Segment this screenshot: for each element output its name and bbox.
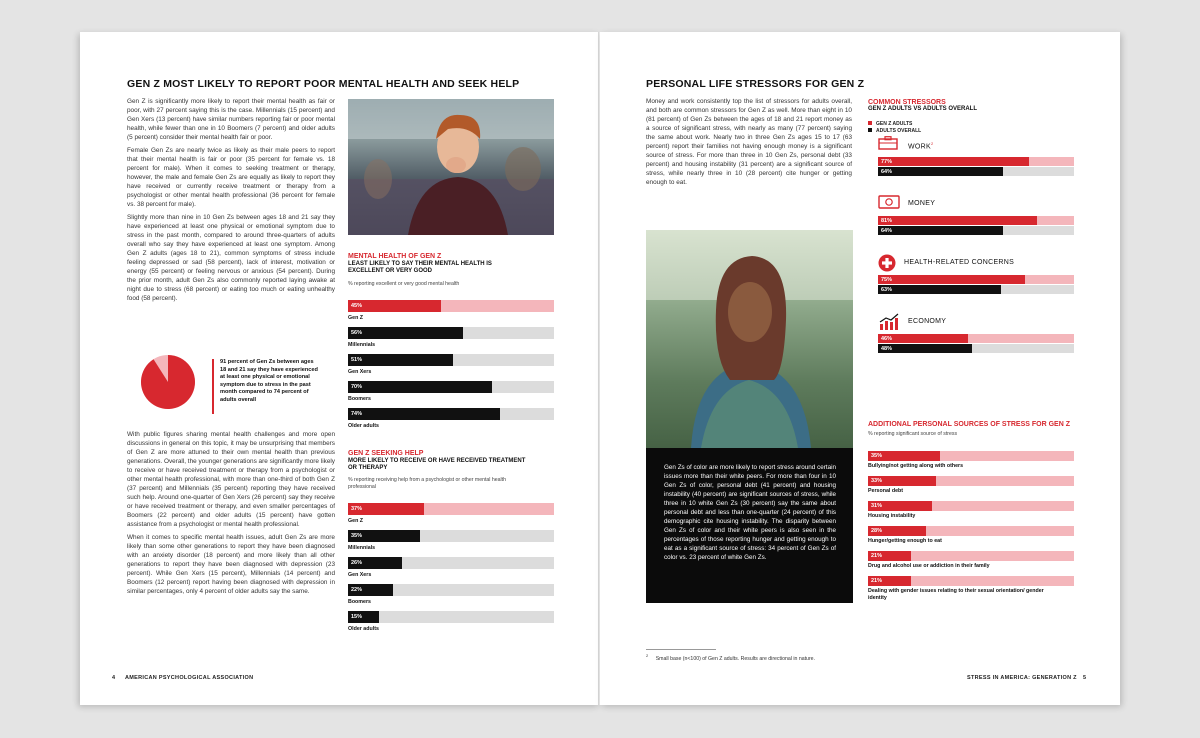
bar-category-label: Older adults	[348, 626, 379, 632]
chart3-subtitle: GEN Z ADULTS VS ADULTS OVERALL	[868, 106, 977, 112]
bar-category-label: Older adults	[348, 423, 379, 429]
footnote-text: Small base (n<100) of Gen Z adults. Results are directional in nature.	[655, 655, 815, 662]
bar-value-label: 81%	[881, 218, 893, 224]
bar-money-genz	[878, 216, 1037, 225]
paragraph: Slightly more than nine in 10 Gen Zs between ages 18 and 21 say they have experienced at least one physical or emotional symptom due to stress in the past month, compared to around three-quarters of adults overall who say they have experienced at least one symptom. Among Gen Z adults (ages 18 to 21), common symptoms of stress include feeling depressed or sad (58 percent), lack of interest, motivation or energy (55 percent) or feeling nervous or anxious (54 percent). During the prior month, adult Gen Zs also commonly reported laying awake at night due to stress (68 percent) or eating too much or eating unhealthy food (58 percent).	[127, 214, 335, 302]
bar-track	[868, 551, 1074, 561]
bar-value-label: 26%	[351, 560, 363, 566]
bar-health-related-concerns-adults	[878, 285, 1001, 294]
chart-seeking-help	[348, 450, 554, 632]
bar-value-label: 77%	[881, 159, 893, 165]
bar-track	[348, 503, 554, 515]
bar-value-label: 63%	[881, 287, 893, 293]
left-footer-page-number: 4	[112, 675, 116, 681]
bar-track	[868, 501, 1074, 511]
bar-personal-debt	[868, 476, 936, 486]
bar-category-label: Dealing with gender issues relating to their sexual orientation/ gender identity	[868, 588, 1044, 601]
paragraph: With public figures sharing mental health challenges and more open discussions in general on this topic, it may be unsurprising that members of Gen Z are more attuned to their own mental health than previous generations. Overall, the younger generations are significantly more likely to receive or have received treatment or therapy from a psychologist or other mental health professional, with more than one-third of both Gen Z (37 percent) and Millennials (35 percent) reporting they have received such help. Around one-quarter of Gen Xers (26 percent) say they receive or have received treatment or therapy, and even smaller percentages of Boomers (22 percent) and older adults (15 percent) have gotten assistance from a psychologist or mental health professional.	[127, 431, 335, 528]
bar-category-label: Millennials	[348, 342, 376, 348]
bar-dealing-with-gender-issues-relating-to-t	[868, 576, 911, 586]
bar-category-label: Boomers	[348, 599, 371, 605]
right-body: Money and work consistently top the list of stressors for adults overall, and both are common stressors for Gen Z as well. More than eight in 10 (81 percent) of Gen Zs between the ages of 18 and 21 report money as a source of significant stress, with nearly as many (77 percent) saying the same about work. Nearly two in three Gen Zs ages 15 to 17 (63 percent) report their families not having enough money is a significant source of stress. For more than three in 10 Gen Zs, personal debt (33 percent) and housing instability (31 percent) are a significant source of stress, while nearly three in 10 (28 percent) cite hunger or getting enough to eat.	[646, 98, 852, 186]
chart4-note: % reporting significant source of stress	[868, 431, 958, 437]
right-page	[600, 32, 1120, 705]
legend-swatch-red	[868, 121, 872, 125]
bar-value-label: 35%	[871, 453, 883, 459]
left-body-bottom	[127, 430, 335, 600]
stressor-label: WORK$^2$	[908, 141, 934, 151]
bar-category-label: Housing instability	[868, 513, 916, 519]
bar-boomers	[348, 584, 393, 596]
bar-gen-xers	[348, 557, 402, 569]
bar-category-label: Millennials	[348, 545, 376, 551]
chart1-title: MENTAL HEALTH OF GEN Z	[348, 253, 442, 260]
bar-track	[348, 300, 554, 312]
chart4-bars	[868, 451, 1074, 641]
bar-value-label: 28%	[871, 528, 883, 534]
bar-track	[878, 226, 1074, 235]
bar-money-adults	[878, 226, 1003, 235]
chart4-title: ADDITIONAL PERSONAL SOURCES OF STRESS FOR GEN Z	[868, 421, 1070, 428]
bar-economy-genz	[878, 334, 968, 343]
bar-value-label: 64%	[881, 169, 893, 175]
paragraph: When it comes to specific mental health issues, adult Gen Zs are more likely than some other generations to report they have been diagnosed with an anxiety disorder (18 percent) and more likely than all other generations to report they have been diagnosed with depression (23 percent). While Gen Xers (15 percent), Millennials (14 percent) and Boomers (12 percent) report having been diagnosed with depression in similar percentages, only 4 percent of older adults say the same.	[127, 534, 335, 595]
bar-work-genz	[878, 157, 1029, 166]
bar-boomers	[348, 381, 492, 393]
bar-value-label: 31%	[871, 503, 883, 509]
photo-young-woman	[646, 230, 853, 448]
briefcase-icon	[878, 136, 898, 155]
chart2-note: % reporting receiving help from a psychologist or other mental health professional	[348, 477, 507, 490]
paragraph: Gen Z is significantly more likely to report their mental health as fair or poor, with 27 percent saying this is the case. Millennials (15 percent) and Gen Xers (13 percent) have similar numbers reporting fair or poor mental health, while fewer than one in 10 Boomers (7 percent) and older adults (5 percent) consider their mental health fair or poor.	[127, 98, 335, 141]
bar-track	[348, 381, 554, 393]
chart-mental-health	[348, 253, 554, 429]
bar-track	[348, 557, 554, 569]
left-footer-title: AMERICAN PSYCHOLOGICAL ASSOCIATION	[125, 675, 254, 681]
bar-value-label: 51%	[351, 357, 363, 363]
bar-value-label: 56%	[351, 330, 363, 336]
chart3-legend	[868, 121, 1074, 134]
bar-bullying-not-getting-along-with-others	[868, 451, 940, 461]
photo-illustration	[646, 230, 853, 448]
bar-track	[878, 216, 1074, 225]
stressor-label: HEALTH-RELATED CONCERNS	[904, 259, 1015, 266]
bar-track	[348, 327, 554, 339]
chart1-subtitle: LEAST LIKELY TO SAY THEIR MENTAL HEALTH IS EXCELLENT OR VERY GOOD	[348, 261, 492, 274]
bar-category-label: Gen Z	[348, 518, 364, 524]
left-heading: GEN Z MOST LIKELY TO REPORT POOR MENTAL HEALTH AND SEEK HELP	[127, 78, 520, 90]
photo-teen-boy	[348, 99, 554, 235]
stressor-label: MONEY	[908, 200, 936, 207]
callout-rule	[212, 359, 214, 414]
bar-millennials	[348, 327, 463, 339]
bar-category-label: Drug and alcohol use or addiction in their family	[868, 563, 990, 569]
left-body-top	[127, 97, 335, 307]
bar-track	[878, 285, 1074, 294]
stressor-label: ECONOMY	[908, 318, 947, 325]
right-heading: PERSONAL LIFE STRESSORS FOR GEN Z	[646, 78, 865, 90]
economy-chart-icon	[878, 313, 900, 336]
chart2-bars	[348, 503, 554, 638]
bar-value-label: 15%	[351, 614, 363, 620]
caption-text: Gen Zs of color are more likely to report stress around certain issues more than their white peers. For more than four in 10 Gen Zs of color, personal debt (41 percent) and housing instability (40 percent) are significant sources of stress, while three in 10 white Gen Zs (30 percent) say the same about personal debt and less than one-quarter (24 percent) of this demographic cite housing instability. The disparity between Gen Zs of color and their white peers is also seen in the percentages of those reporting hunger and getting enough to eat as a significant source of stress: 34 percent of Gen Zs of color vs. 23 percent of white Gen Zs.	[664, 464, 836, 561]
chart1-note: % reporting excellent or very good mental health	[348, 281, 460, 287]
legend-swatch-black	[868, 128, 872, 132]
bar-category-label: Gen Z	[348, 315, 364, 321]
bar-category-label: Bullying/not getting along with others	[868, 463, 964, 469]
right-footer-page-number: 5	[1083, 675, 1087, 681]
chart3-title: COMMON STRESSORS	[868, 99, 946, 106]
bar-track	[348, 408, 554, 420]
bar-value-label: 21%	[871, 578, 883, 584]
bar-track	[868, 576, 1074, 586]
bar-track	[868, 476, 1074, 486]
health-cross-icon	[878, 254, 896, 277]
bar-older-adults	[348, 611, 379, 623]
bar-track	[878, 275, 1074, 284]
right-footer-title: STRESS IN AMERICA: GENERATION Z	[967, 675, 1077, 681]
paragraph: Female Gen Zs are nearly twice as likely as their male peers to report that their mental health is fair or poor (35 percent for female vs. 18 percent for male). When it comes to seeking treatment or therapy, however, the male and female Gen Zs are equally as likely to report they have received or currently receive treatment or therapy from a psychologist or other mental health professional (36 percent for female vs. 38 percent for male).	[127, 147, 335, 208]
bar-category-label: Boomers	[348, 396, 371, 402]
bar-value-label: 75%	[881, 277, 893, 283]
bar-track	[878, 334, 1074, 343]
bar-track	[348, 584, 554, 596]
photo-illustration	[348, 99, 554, 235]
bar-hunger-getting-enough-to-eat	[868, 526, 926, 536]
bar-category-label: Personal debt	[868, 488, 904, 494]
footnote	[646, 653, 815, 662]
legend-item-adults	[868, 128, 1074, 135]
bar-track	[348, 354, 554, 366]
bar-track	[878, 167, 1074, 176]
bar-older-adults	[348, 408, 500, 420]
bar-category-label: Hunger/getting enough to eat	[868, 538, 942, 544]
chart-additional-stress	[868, 421, 1074, 601]
chart2-subtitle: MORE LIKELY TO RECEIVE OR HAVE RECEIVED TREATMENT OR THERAPY	[348, 458, 526, 471]
bar-gen-z	[348, 300, 441, 312]
bar-track	[868, 526, 1074, 536]
bar-track	[878, 157, 1074, 166]
bar-housing-instability	[868, 501, 932, 511]
footnote-number: 2	[646, 653, 649, 658]
bar-track	[348, 530, 554, 542]
bar-millennials	[348, 530, 420, 542]
chart1-bars	[348, 300, 554, 435]
legend-label: ADULTS OVERALL	[876, 127, 922, 134]
bar-gen-z	[348, 503, 424, 515]
bar-value-label: 46%	[881, 336, 893, 342]
bar-value-label: 70%	[351, 384, 363, 390]
bar-category-label: Gen Xers	[348, 369, 372, 375]
left-page	[80, 32, 600, 705]
bar-value-label: 33%	[871, 478, 883, 484]
chart3-groups	[878, 141, 1074, 404]
bar-value-label: 37%	[351, 506, 363, 512]
callout-text: 91 percent of Gen Zs between ages 18 and 21 say they have experienced at least one physical or emotional symptom due to stress in the past month compared to 74 percent of adults overall	[220, 359, 318, 403]
bar-track	[878, 344, 1074, 353]
bar-health-related-concerns-genz	[878, 275, 1025, 284]
bar-drug-and-alcohol-use-or-addiction-in-the	[868, 551, 911, 561]
bar-category-label: Gen Xers	[348, 572, 372, 578]
chart2-title: GEN Z SEEKING HELP	[348, 450, 424, 457]
footnote-mark: 2	[930, 141, 934, 146]
bar-value-label: 74%	[351, 411, 363, 417]
caption-box	[646, 448, 853, 603]
legend-label: GEN Z ADULTS	[876, 121, 913, 127]
bar-economy-adults	[878, 344, 972, 353]
money-icon	[878, 195, 900, 214]
bar-gen-xers	[348, 354, 453, 366]
bar-value-label: 21%	[871, 553, 883, 559]
symptom-pie-chart	[140, 354, 196, 410]
bar-work-adults	[878, 167, 1003, 176]
bar-value-label: 22%	[351, 587, 363, 593]
bar-track	[348, 611, 554, 623]
bar-value-label: 45%	[351, 303, 363, 309]
bar-value-label: 48%	[881, 346, 893, 352]
bar-value-label: 64%	[881, 228, 893, 234]
bar-value-label: 35%	[351, 533, 363, 539]
bar-track	[868, 451, 1074, 461]
footnote-rule	[646, 649, 716, 650]
chart-common-stressors	[868, 99, 1074, 352]
